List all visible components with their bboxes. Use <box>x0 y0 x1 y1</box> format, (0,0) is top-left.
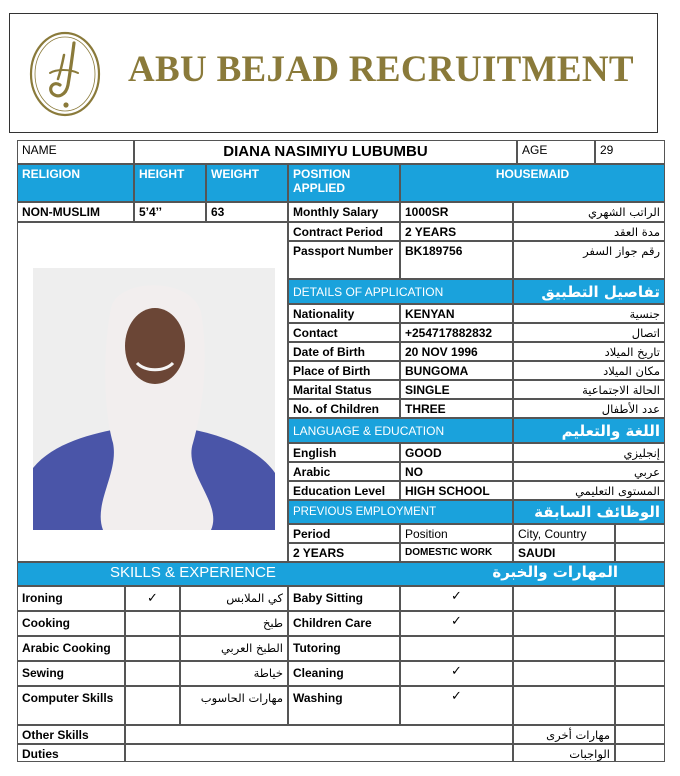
employment-section-title-ar: الوظائف السابقة <box>513 500 665 524</box>
skill-check: ✓ <box>400 586 513 611</box>
application-row-value: THREE <box>400 399 513 418</box>
application-row-arabic: عدد الأطفال <box>513 399 665 418</box>
language-row-value: GOOD <box>400 443 513 462</box>
religion-value: NON-MUSLIM <box>17 202 134 222</box>
skill-empty-cell <box>615 686 665 725</box>
language-row-arabic: عربي <box>513 462 665 481</box>
brand-title: ABU BEJAD RECRUITMENT <box>128 49 634 90</box>
other-skills-value <box>125 725 513 744</box>
language-row-arabic: إنجليزي <box>513 443 665 462</box>
skill-check: ✓ <box>125 586 180 611</box>
contract-arabic: مدة العقد <box>513 222 665 241</box>
name-label: NAME <box>17 140 134 164</box>
employment-section-title: PREVIOUS EMPLOYMENT <box>288 500 513 524</box>
skill-arabic: كي الملابس <box>180 586 288 611</box>
employment-position-value: DOMESTIC WORK <box>400 543 513 562</box>
employment-period-header: Period <box>288 524 400 543</box>
language-row-value: NO <box>400 462 513 481</box>
employment-empty-cell <box>615 543 665 562</box>
skill-label: Tutoring <box>288 636 400 661</box>
application-row-value: 20 NOV 1996 <box>400 342 513 361</box>
application-row-value: KENYAN <box>400 304 513 323</box>
skills-title: SKILLS & EXPERIENCE <box>110 564 276 581</box>
skill-empty-cell <box>615 636 665 661</box>
application-row-arabic: جنسية <box>513 304 665 323</box>
position-header: POSITION APPLIED <box>288 164 400 202</box>
skill-label: Sewing <box>17 661 125 686</box>
application-row-value: SINGLE <box>400 380 513 399</box>
skill-label: Washing <box>288 686 400 725</box>
height-header: HEIGHT <box>134 164 206 202</box>
position-value: HOUSEMAID <box>400 164 665 202</box>
skill-label: Cleaning <box>288 661 400 686</box>
passport-arabic: رقم جواز السفر <box>513 241 665 279</box>
skill-empty-cell <box>513 636 615 661</box>
skill-empty-cell <box>513 661 615 686</box>
application-section-title: DETAILS OF APPLICATION <box>288 279 513 304</box>
language-row-arabic: المستوى التعليمي <box>513 481 665 500</box>
salary-label: Monthly Salary <box>288 202 400 222</box>
applicant-name: DIANA NASIMIYU LUBUMBU <box>134 140 517 164</box>
skill-label: Ironing <box>17 586 125 611</box>
language-section-title-ar: اللغة والتعليم <box>513 418 665 443</box>
skill-check: ✓ <box>400 661 513 686</box>
applicant-portrait-icon <box>33 268 275 530</box>
other-skills-arabic: مهارات أخرى <box>513 725 615 744</box>
application-row-arabic: مكان الميلاد <box>513 361 665 380</box>
application-row-label: Marital Status <box>288 380 400 399</box>
applicant-photo <box>33 268 275 530</box>
skill-check: ✓ <box>400 686 513 725</box>
application-row-value: BUNGOMA <box>400 361 513 380</box>
application-row-arabic: اتصال <box>513 323 665 342</box>
photo-frame <box>17 222 288 562</box>
skill-empty-cell <box>513 611 615 636</box>
application-row-label: Place of Birth <box>288 361 400 380</box>
calligraphy-logo-icon <box>28 29 102 119</box>
other-skills-empty <box>615 725 665 744</box>
application-row-arabic: تاريخ الميلاد <box>513 342 665 361</box>
weight-value: 63 <box>206 202 288 222</box>
application-row-value: +254717882832 <box>400 323 513 342</box>
employment-country-header: City, Country <box>513 524 615 543</box>
skill-label: Baby Sitting <box>288 586 400 611</box>
duties-arabic: الواجبات <box>513 744 615 762</box>
skill-check <box>125 686 180 725</box>
skill-check <box>125 661 180 686</box>
other-skills-label: Other Skills <box>17 725 125 744</box>
skill-arabic: طبخ <box>180 611 288 636</box>
header-banner <box>9 13 658 133</box>
skill-check: ✓ <box>400 611 513 636</box>
weight-header: WEIGHT <box>206 164 288 202</box>
language-row-value: HIGH SCHOOL <box>400 481 513 500</box>
skill-empty-cell <box>615 586 665 611</box>
skill-empty-cell <box>513 686 615 725</box>
applicant-form <box>17 140 665 762</box>
skill-check <box>125 611 180 636</box>
application-row-label: Nationality <box>288 304 400 323</box>
skill-arabic: الطبخ العربي <box>180 636 288 661</box>
skill-check <box>400 636 513 661</box>
height-value: 5’4’’ <box>134 202 206 222</box>
duties-label: Duties <box>17 744 125 762</box>
duties-value <box>125 744 513 762</box>
language-row-label: English <box>288 443 400 462</box>
skill-label: Cooking <box>17 611 125 636</box>
contract-value: 2 YEARS <box>400 222 513 241</box>
skill-empty-cell <box>615 661 665 686</box>
employment-empty-cell <box>615 524 665 543</box>
salary-value: 1000SR <box>400 202 513 222</box>
skills-banner <box>17 562 665 586</box>
skill-empty-cell <box>513 586 615 611</box>
skill-label: Computer Skills <box>17 686 125 725</box>
skill-arabic: خياطة <box>180 661 288 686</box>
skill-empty-cell <box>615 611 665 636</box>
passport-value: BK189756 <box>400 241 513 279</box>
employment-period-value: 2 YEARS <box>288 543 400 562</box>
application-row-arabic: الحالة الاجتماعية <box>513 380 665 399</box>
application-row-label: No. of Children <box>288 399 400 418</box>
language-row-label: Education Level <box>288 481 400 500</box>
skills-title-ar: المهارات والخبرة <box>492 563 618 581</box>
application-row-label: Contact <box>288 323 400 342</box>
age-value: 29 <box>595 140 665 164</box>
skill-arabic: مهارات الحاسوب <box>180 686 288 725</box>
language-row-label: Arabic <box>288 462 400 481</box>
skill-label: Children Care <box>288 611 400 636</box>
employment-country-value: SAUDI <box>513 543 615 562</box>
duties-empty <box>615 744 665 762</box>
skill-check <box>125 636 180 661</box>
salary-arabic: الراتب الشهري <box>513 202 665 222</box>
age-label: AGE <box>517 140 595 164</box>
application-section-title-ar: تفاصيل التطبيق <box>513 279 665 304</box>
employment-position-header: Position <box>400 524 513 543</box>
application-row-label: Date of Birth <box>288 342 400 361</box>
contract-label: Contract Period <box>288 222 400 241</box>
skill-label: Arabic Cooking <box>17 636 125 661</box>
language-section-title: LANGUAGE & EDUCATION <box>288 418 513 443</box>
passport-label: Passport Number <box>288 241 400 279</box>
religion-header: RELIGION <box>17 164 134 202</box>
